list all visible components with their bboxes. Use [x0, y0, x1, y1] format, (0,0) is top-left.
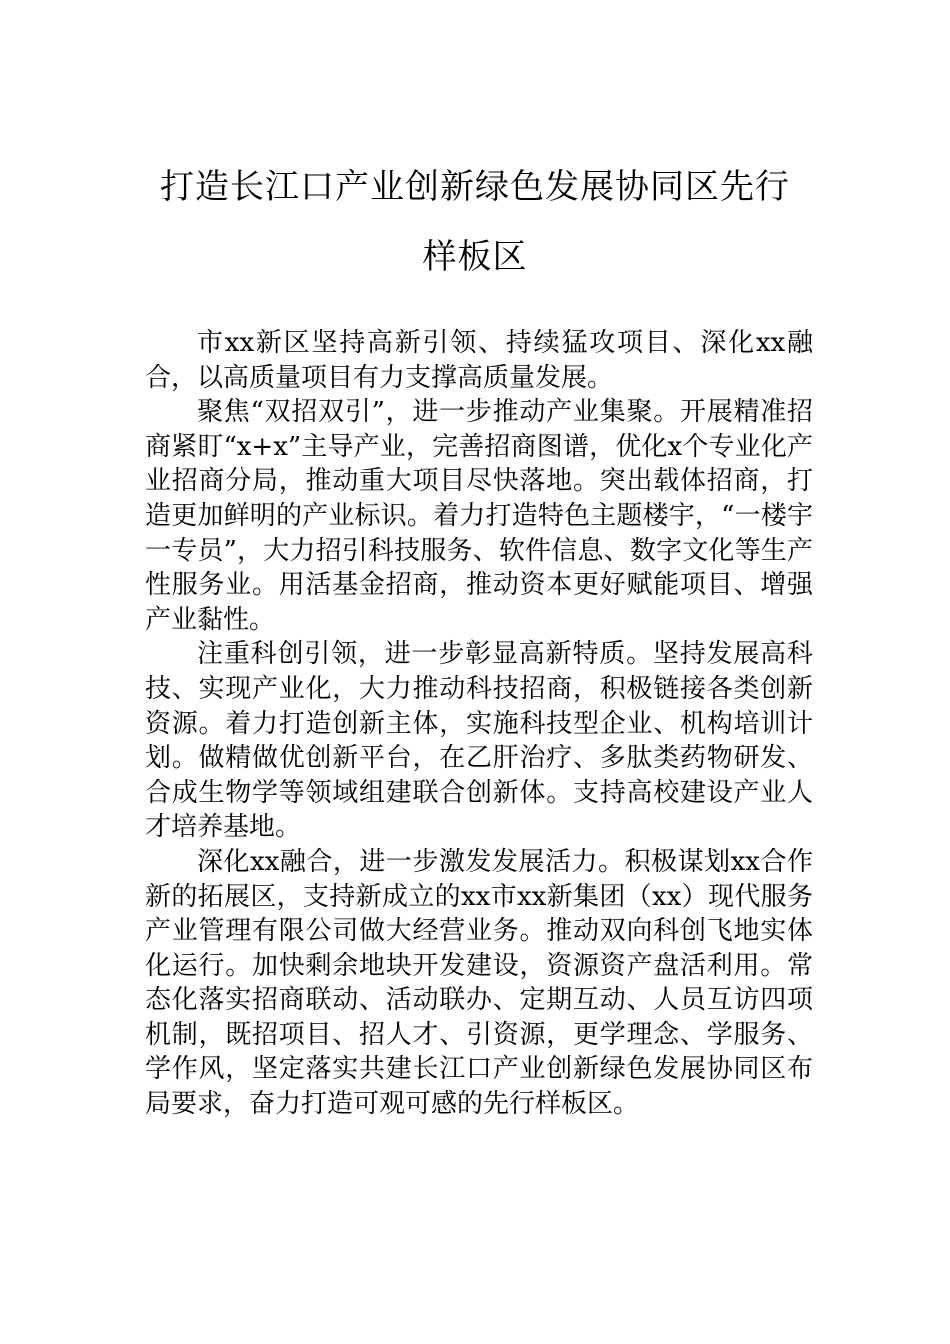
paragraph-intro: 市xx新区坚持高新引领、持续猛攻项目、深化xx融合，以高质量项目有力支撑高质量发展。: [145, 328, 813, 393]
document-body: [145, 326, 813, 1122]
paragraph-investment: 聚焦“双招双引”，进一步推动产业集聚。开展精准招商紧盯“x+x”主导产业，完善招商图谱，优化x个专业化产业招商分局，推动重大项目尽快落地。突出载体招商，打造更加鲜明的产业标识。着力打造特色主题楼宇，“一楼宇一专员”，大力招引科技服务、软件信息、数字文化等生产性服务业。用活基金招商，推动资本更好赋能项目、增强产业黏性。: [145, 397, 813, 635]
document-title-line-1: 打造长江口产业创新绿色发展协同区先行: [160, 167, 790, 207]
paragraph-integration: 深化xx融合，进一步激发发展活力。积极谋划xx合作新的拓展区，支持新成立的xx市xx新集团（xx）现代服务产业管理有限公司做大经营业务。推动双向科创飞地实体化运行。加快剩余地块开发建设，资源资产盘活利用。常态化落实招商联动、活动联办、定期互动、人员互访四项机制，既招项目、招人才、引资源，更学理念、学服务、学作风，坚定落实共建长江口产业创新绿色发展协同区布局要求，奋力打造可观可感的先行样板区。: [145, 846, 813, 1120]
paragraph-innovation: 注重科创引领，进一步彰显高新特质。坚持发展高科技、实现产业化，大力推动科技招商，积极链接各类创新资源。着力打造创新主体，实施科技型企业、机构培训计划。做精做优创新平台，在乙肝治疗、多肽类药物研发、合成生物学等领域组建联合创新体。支持高校建设产业人才培养基地。: [145, 639, 813, 843]
document-title-line-2: 样板区: [422, 237, 528, 277]
